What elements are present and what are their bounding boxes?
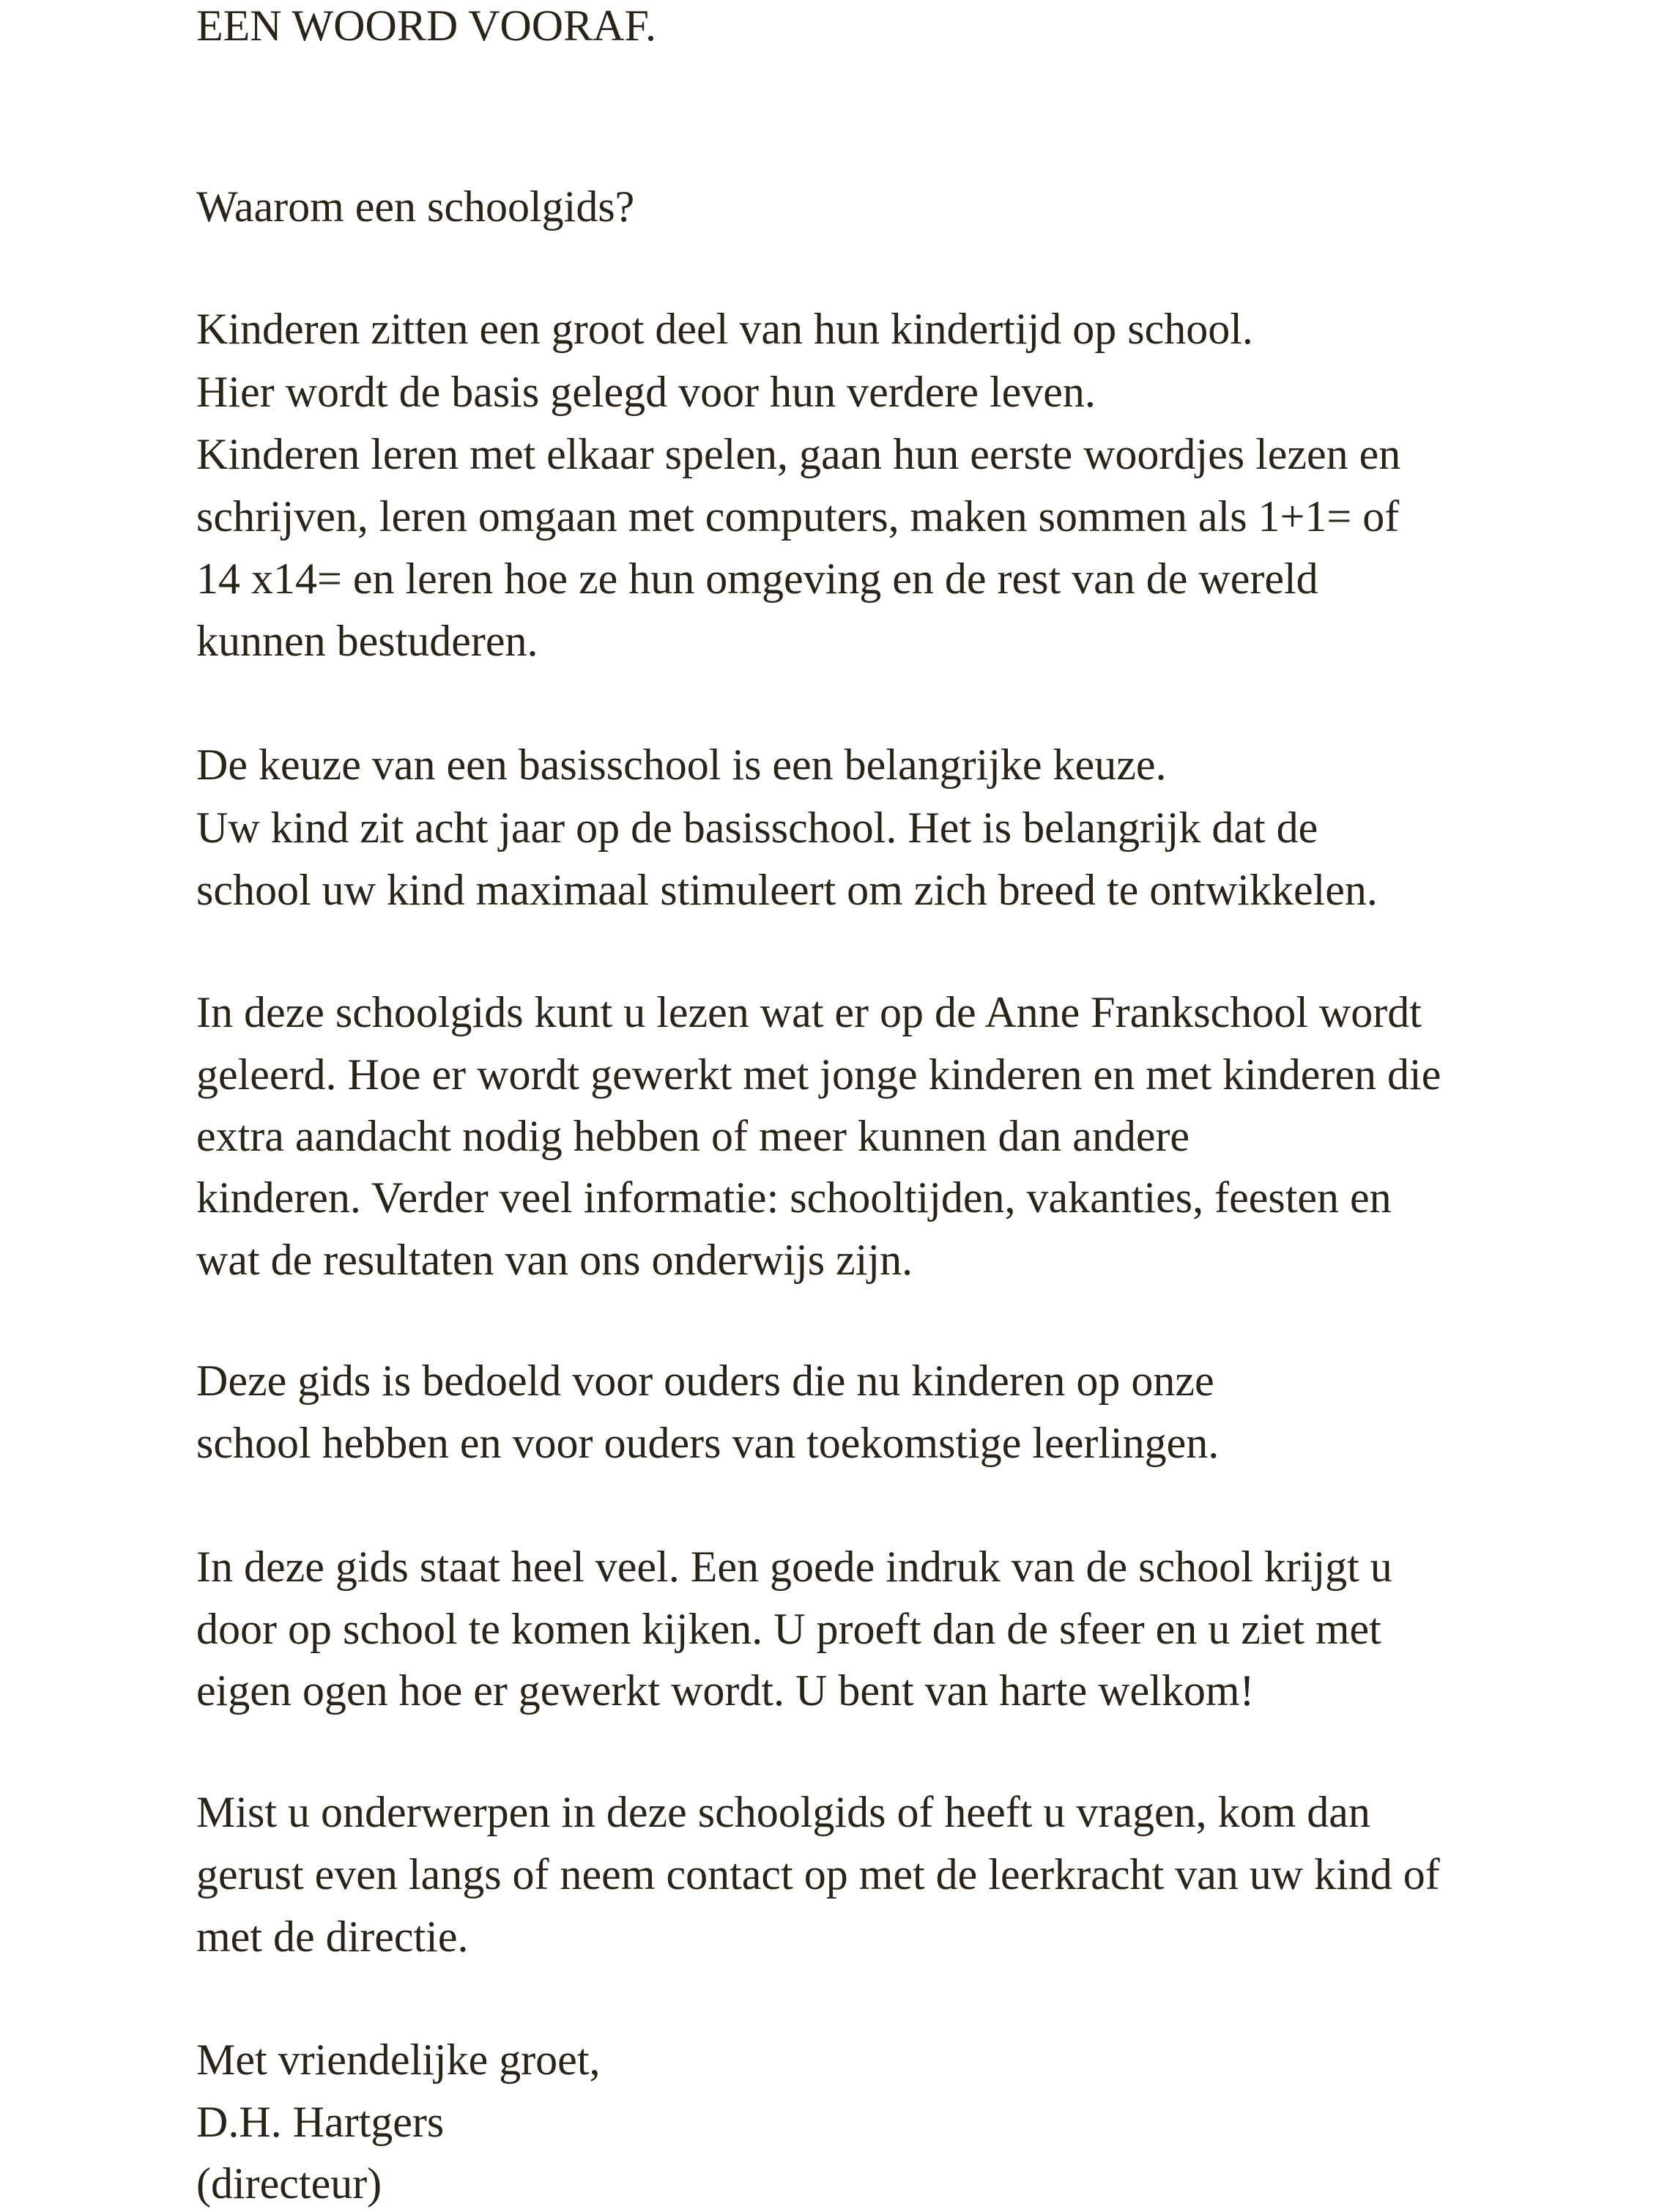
paragraph-3-line-4: kinderen. Verder veel informatie: schooltijden, vakanties, feesten en xyxy=(196,1173,1392,1222)
paragraph-1-line-5: 14 x14= en leren hoe ze hun omgeving en de rest van de wereld xyxy=(196,554,1318,603)
paragraph-5-line-2: door op school te komen kijken. U proeft dan de sfeer en u ziet met xyxy=(196,1605,1381,1653)
paragraph-6-line-2: gerust even langs of neem contact op met de leerkracht van uw kind of xyxy=(196,1850,1440,1899)
signatory-name: D.H. Hartgers xyxy=(196,2098,445,2146)
closing-greeting: Met vriendelijke groet, xyxy=(196,2035,601,2084)
paragraph-5-line-1: In deze gids staat heel veel. Een goede indruk van de school krijgt u xyxy=(196,1543,1392,1591)
signatory-role: (directeur) xyxy=(196,2159,382,2208)
paragraph-4-line-2: school hebben en voor ouders van toekomstige leerlingen. xyxy=(196,1419,1220,1467)
paragraph-1-line-4: schrijven, leren omgaan met computers, maken sommen als 1+1= of xyxy=(196,492,1400,541)
paragraph-2-line-1: De keuze van een basisschool is een belangrijke keuze. xyxy=(196,741,1167,789)
paragraph-6-line-1: Mist u onderwerpen in deze schoolgids of heeft u vragen, kom dan xyxy=(196,1788,1370,1836)
paragraph-6-line-3: met de directie. xyxy=(196,1912,469,1961)
paragraph-2-line-3: school uw kind maximaal stimuleert om zich breed te ontwikkelen. xyxy=(196,866,1378,914)
document-heading: EEN WOORD VOORAF. xyxy=(196,1,657,50)
paragraph-1-line-6: kunnen bestuderen. xyxy=(196,617,538,665)
paragraph-2-line-2: Uw kind zit acht jaar op de basisschool. Het is belangrijk dat de xyxy=(196,803,1318,852)
paragraph-1-line-2: Hier wordt de basis gelegd voor hun verdere leven. xyxy=(196,368,1096,416)
paragraph-3-line-2: geleerd. Hoe er wordt gewerkt met jonge kinderen en met kinderen die xyxy=(196,1050,1441,1099)
paragraph-3-line-5: wat de resultaten van ons onderwijs zijn. xyxy=(196,1236,913,1284)
paragraph-5-line-3: eigen ogen hoe er gewerkt wordt. U bent van harte welkom! xyxy=(196,1666,1255,1715)
paragraph-4-line-1: Deze gids is bedoeld voor ouders die nu kinderen op onze xyxy=(196,1356,1214,1405)
paragraph-3-line-3: extra aandacht nodig hebben of meer kunnen dan andere xyxy=(196,1112,1190,1160)
paragraph-3-line-1: In deze schoolgids kunt u lezen wat er op de Anne Frankschool wordt xyxy=(196,988,1422,1036)
paragraph-1-line-3: Kinderen leren met elkaar spelen, gaan hun eerste woordjes lezen en xyxy=(196,430,1401,478)
paragraph-1-line-1: Kinderen zitten een groot deel van hun kindertijd op school. xyxy=(196,305,1253,353)
document-subheading: Waarom een schoolgids? xyxy=(196,182,635,231)
